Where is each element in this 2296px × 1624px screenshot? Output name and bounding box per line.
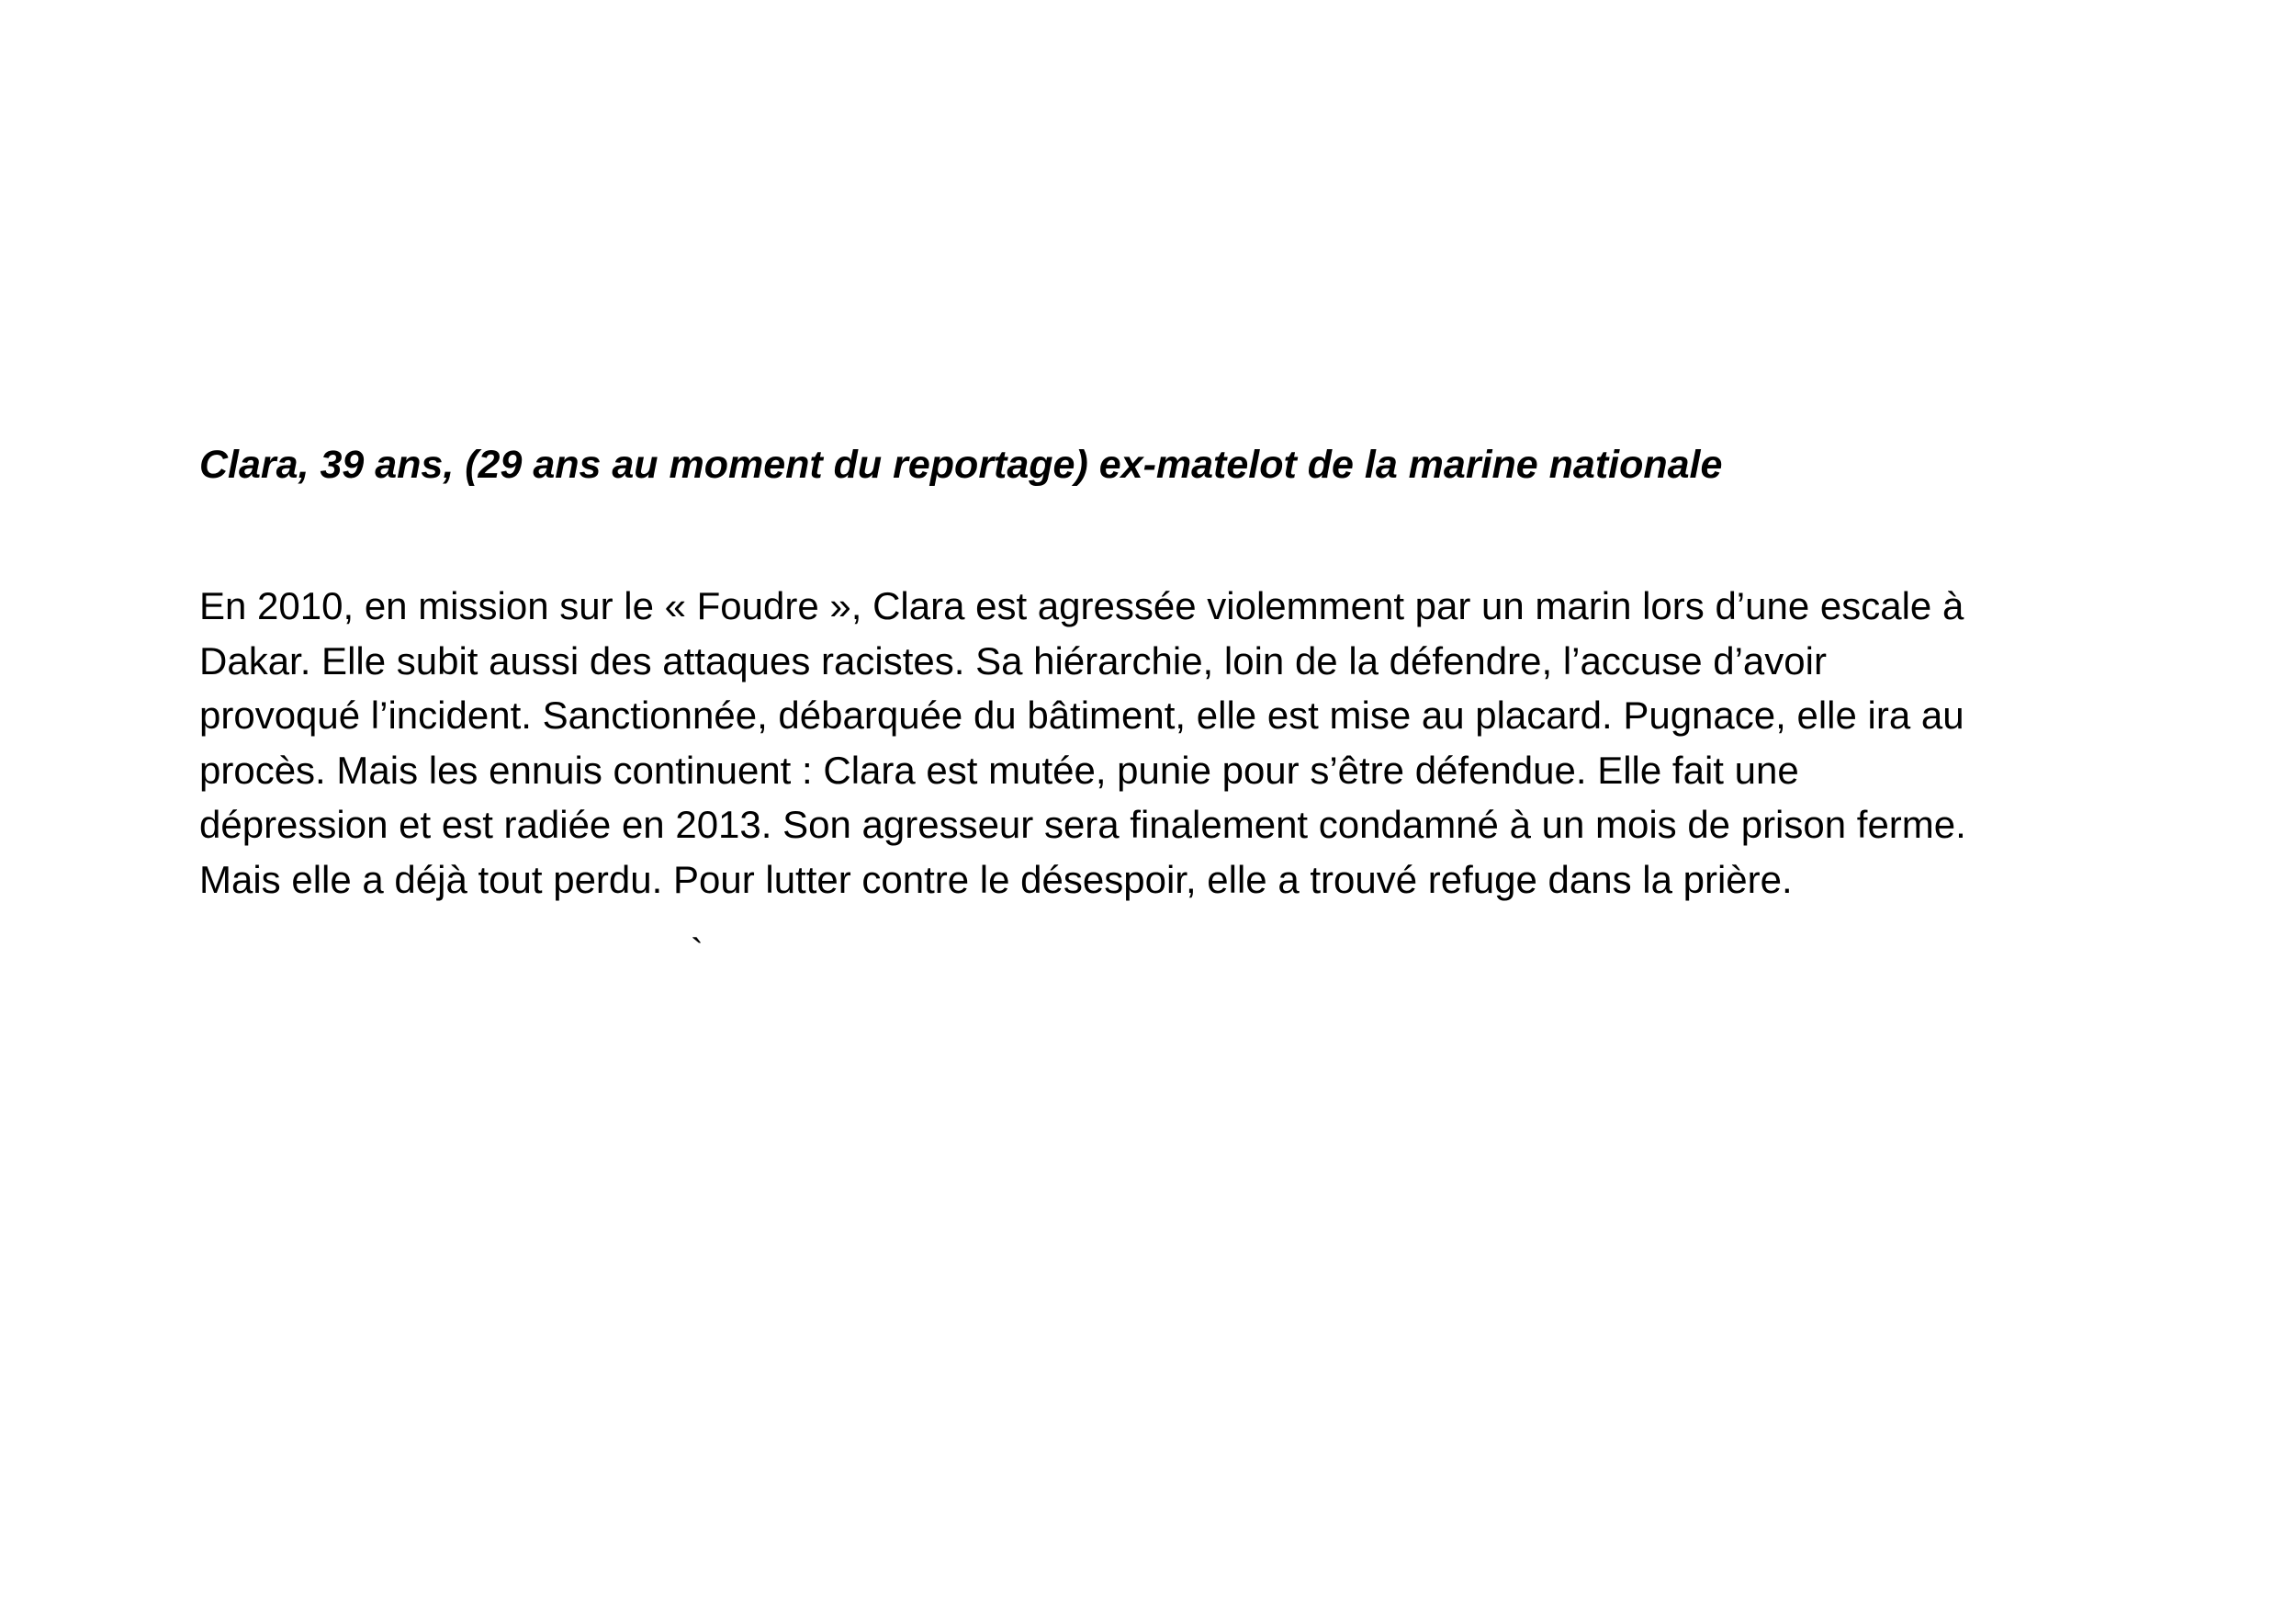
paragraph-line: procès. Mais les ennuis continuent : Clara est mutée, punie pour s’être défendue. Elle fait une xyxy=(199,748,1799,792)
paragraph-line: provoqué l’incident. Sanctionnée, débarquée du bâtiment, elle est mise au placard. Pugnace, elle ira au xyxy=(199,694,1964,737)
stray-backtick-mark: ` xyxy=(691,930,703,974)
document-paragraph xyxy=(199,579,1966,907)
paragraph-line: Dakar. Elle subit aussi des attaques racistes. Sa hiérarchie, loin de la défendre, l’accuse d’avoir xyxy=(199,638,1827,682)
document-heading: Clara, 39 ans, (29 ans au moment du reportage) ex-matelot de la marine nationale xyxy=(199,443,1723,487)
paragraph-line: dépression et est radiée en 2013. Son agresseur sera finalement condamné à un mois de prison ferme. xyxy=(199,803,1966,846)
paragraph-line: En 2010, en mission sur le « Foudre », Clara est agressée violemment par un marin lors d’une escale à xyxy=(199,584,1964,627)
paragraph-line: Mais elle a déjà tout perdu. Pour lutter contre le désespoir, elle a trouvé refuge dans la prière. xyxy=(199,857,1793,901)
